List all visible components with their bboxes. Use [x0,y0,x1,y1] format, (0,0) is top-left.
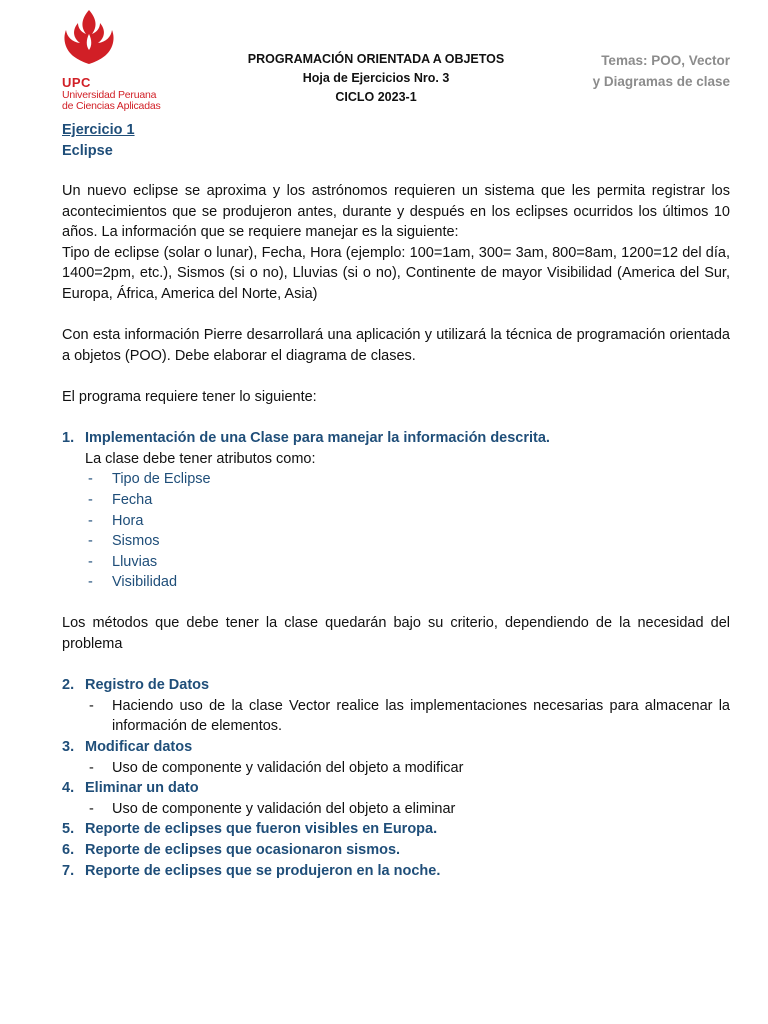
methods-paragraph: Los métodos que debe tener la clase quedarán bajo su criterio, dependiendo de la necesidad del problema [62,615,730,653]
task-heading [62,428,730,449]
task-title: Implementación de una Clase para manejar la información descrita. [85,430,550,447]
topics-line-1: Temas: POO, Vector [601,53,730,68]
topics-header [593,50,730,92]
data-fields-paragraph: Tipo de eclipse (solar o lunar), Fecha, Hora (ejemplo: 100=1am, 300= 3am, 800=8am, 1200=12 del día, 1400=2pm, etc.), Sismos (si o no), Lluvias (si o no), Continente de mayor Visibilidad (America del Sur, Europa, África, America del Norte, Asia) [62,244,730,302]
upc-flame-icon [62,10,116,72]
attribute-list [62,469,730,593]
task-heading [62,819,730,840]
task-title: Modificar datos [85,739,193,756]
course-title: PROGRAMACIÓN ORIENTADA A OBJETOS [247,52,505,66]
task-heading [62,861,730,882]
task-number: 2. [62,677,75,694]
task-number: 4. [62,780,75,797]
task-item-1 [62,428,730,593]
task-heading [62,675,730,696]
task-detail: - Haciendo uso de la clase Vector realice las implementaciones necesarias para almacenar la información de elementos. [62,696,730,737]
cycle-label: CICLO 2023-1 [335,90,417,104]
attribute-item: - Lluvias [62,552,730,573]
attribute-item: - Fecha [62,490,730,511]
requirements-intro: El programa requiere tener lo siguiente: [62,388,317,405]
document-header [200,50,552,107]
attribute-item: - Visibilidad [62,572,730,593]
exercise-heading [62,120,135,162]
document-body [62,181,730,881]
logo-line-1: Universidad Peruana [62,89,157,101]
task-title: Reporte de eclipses que ocasionaron sismos. [85,842,401,858]
sheet-title: Hoja de Ejercicios Nro. 3 [302,71,450,85]
task-title: Eliminar un dato [85,780,199,797]
topics-line-2: y Diagramas de clase [592,74,730,89]
attribute-item: - Hora [62,511,730,532]
task-number: 6. [62,842,75,858]
task-detail-list [62,799,730,820]
logo-abbr: UPC [62,75,91,90]
poo-paragraph: Con esta información Pierre desarrollará una aplicación y utilizará la técnica de programación orientada a objetos (POO). Debe elaborar el diagrama de clases. [62,327,730,364]
task-number: 3. [62,739,75,756]
exercise-label: Ejercicio 1 [62,122,135,138]
logo-line-2: de Ciencias Aplicadas [62,100,161,112]
task-title: Registro de Datos [85,677,210,694]
task-detail: - Uso de componente y validación del objeto a modificar [62,758,730,779]
task-heading [62,737,730,758]
task-item-5 [62,819,730,840]
exercise-subtitle: Eclipse [62,143,113,159]
task-detail-list [62,758,730,779]
task-detail-list [62,696,730,737]
task-number: 1. [62,430,75,447]
task-item-7 [62,861,730,882]
task-detail: - Uso de componente y validación del objeto a eliminar [62,799,730,820]
logo-text [62,76,161,112]
task-title: Reporte de eclipses que fueron visibles en Europa. [85,821,438,838]
intro-paragraph: Un nuevo eclipse se aproxima y los astrónomos requieren un sistema que les permita registrar los acontecimientos que se produjeron antes, durante y después en los eclipses ocurridos los últimos 10 años. La información que se requiere manejar es la siguiente: [62,183,730,241]
task-intro: La clase debe tener atributos como: [85,450,316,467]
task-item-6 [62,840,730,861]
task-heading [62,778,730,799]
task-number: 5. [62,821,75,838]
attribute-item: - Sismos [62,531,730,552]
upc-logo [58,10,162,114]
task-title: Reporte de eclipses que se produjeron en la noche. [85,862,441,879]
task-list [62,428,730,881]
task-item-3 [62,737,730,778]
task-item-4 [62,778,730,819]
task-heading [62,840,730,861]
attribute-item: - Tipo de Eclipse [62,469,730,490]
task-item-2 [62,675,730,737]
task-number: 7. [62,862,75,879]
